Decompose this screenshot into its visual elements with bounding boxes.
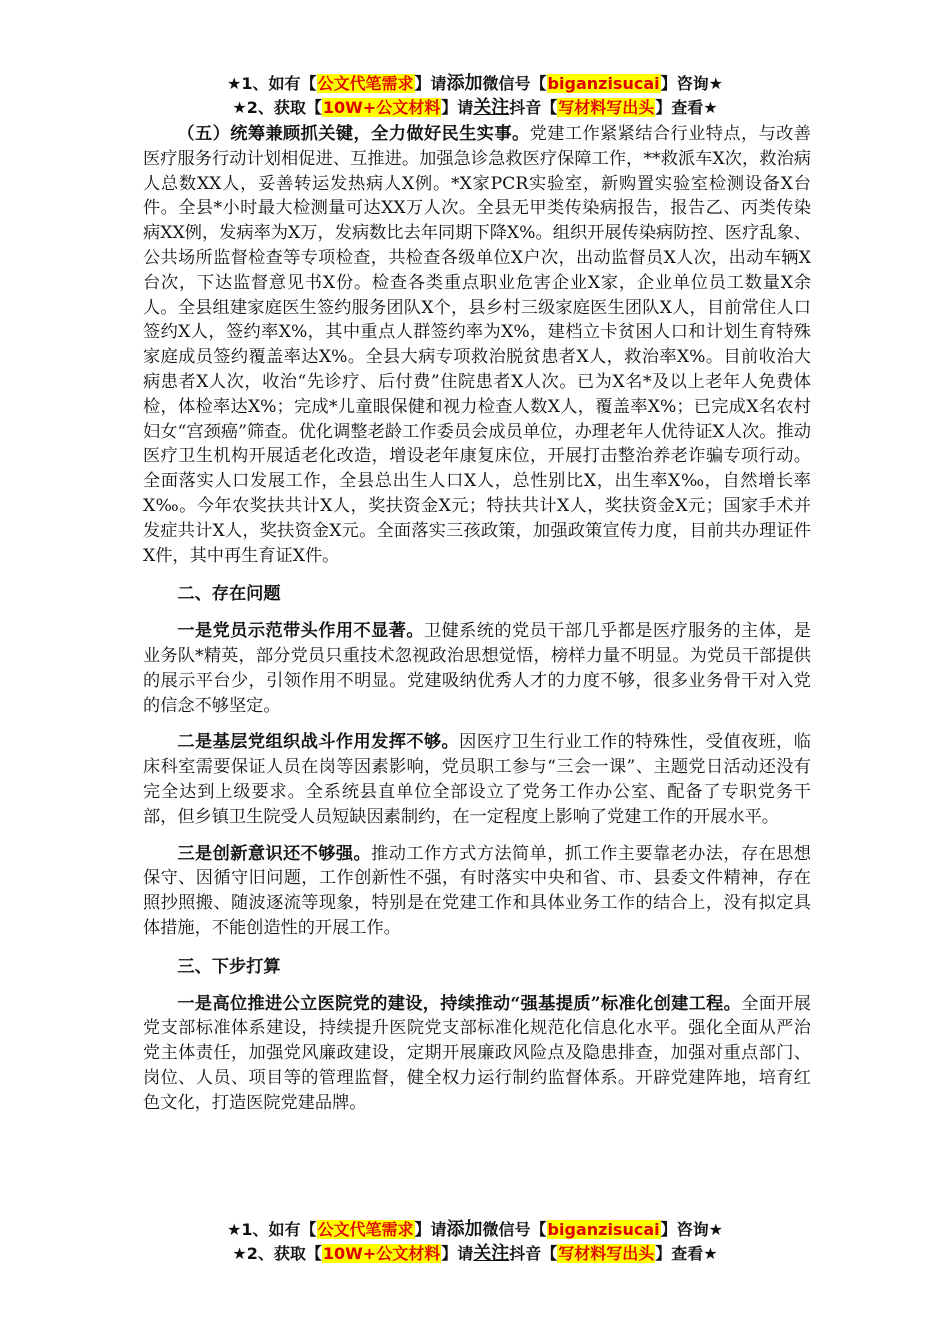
banner-emphasis: 添加 [446,1219,483,1240]
banner-emphasis: 关注 [473,97,510,118]
banner-text: 微信号【 [482,1220,547,1239]
banner-highlight: 10W+公文材料 [322,98,441,117]
banner-wechat-id: biganzisucai [547,1220,660,1239]
promo-banner-top-line2 [0,96,950,120]
section-heading-plans: 三、下步打算 [177,956,281,977]
problem-paragraph-3 [143,842,811,941]
banner-highlight: 10W+公文材料 [322,1244,441,1263]
paragraph-lead: 一是党员示范带头作用不显著。 [177,621,424,642]
problem-paragraph-1 [143,619,811,718]
banner-text: 】请 [414,1220,447,1239]
banner-text: 】咨询★ [660,74,723,93]
banner-text: 】查看★ [655,98,718,117]
banner-text: 抖音【 [509,1244,558,1263]
banner-text: ★2、获取【 [232,1244,322,1263]
promo-banner-bottom-line1 [0,1218,950,1242]
paragraph-lead: （五）统筹兼顾抓关键，全力做好民生实事。 [177,124,530,144]
paragraph-text: 推动工作方式方法简单，抓工作主要靠老办法，存在思想保守、因循守旧问题，工作创新性不强，有时落实中央和省、市、县委文件精神，存在照抄照搬、随波逐流等现象，特别是在党建工作和具体业务工作的结合上，没有拟定具体措施，不能创造性的开展工作。 [143,843,811,938]
banner-text: 】请 [441,98,474,117]
banner-wechat-id: biganzisucai [547,74,660,93]
paragraph-lead: 三是创新意识还不够强。 [177,843,372,864]
paragraph-lead: 二是基层党组织战斗作用发挥不够。 [177,732,460,753]
banner-highlight: 公文代笔需求 [317,74,414,93]
banner-emphasis: 添加 [446,73,483,94]
banner-text: 】请 [414,74,447,93]
banner-text: ★1、如有【 [227,1220,317,1239]
problem-paragraph-2 [143,730,811,829]
plan-paragraph-1 [143,992,811,1116]
banner-text: 抖音【 [509,98,558,117]
banner-douyin-id: 写材料写出头 [558,98,655,117]
document-body [143,122,811,1115]
paragraph-text: 党建工作紧紧结合行业特点，与改善医疗服务行动计划相促进、互推进。加强急诊急救医疗保障工作，**救派车X次，救治病人总数XX人，妥善转运发热病人X例。*X家PCR实验室，新购置实验室检测设备X台件。全县*小时最大检测量可达XX万人次。全县无甲类传染病报告，报告乙、丙类传染病XX例，发病率为X万，发病数比去年同期下降X%。组织开展传染病防控、医疗乱象、公共场所监督检查等专项检查，共检查各级单位X户次，出动监督员X人次，出动车辆X台次，下达监督意见书X份。检查各类重点职业危害企业X家，企业单位员工数量X余人。全县组建家庭医生签约服务团队X个，县乡村三级家庭医生团队X人，目前常住人口签约X人，签约率X%，其中重点人群签约率为X%，建档立卡贫困人口和计划生育特殊家庭成员签约覆盖率达X%。全县大病专项救治脱贫患者X人，救治率X%。目前收治大病患者X人次，收治“先诊疗、后付费”住院患者X人次。已为X名*及以上老年人免费体检，体检率达X%；完成*儿童眼保健和视力检查人数X人，覆盖率X%；已完成X名农村妇女“宫颈癌”筛查。优化调整老龄工作委员会成员单位，办理老年人优待证X人次。推动医疗卫生机构开展适老化改造，增设老年康复床位，开展打击整治养老诈骗专项行动。全面落实人口发展工作，全县总出生人口X人，总性别比X，出生率X‰，自然增长率X‰。今年农奖扶共计X人，奖扶资金X元；特扶共计X人，奖扶资金X元；国家手术并发症共计X人，奖扶资金X元。全面落实三孩政策，加强政策宣传力度，目前共办理证件X件，其中再生育证X件。 [143,124,811,566]
banner-text: 微信号【 [482,74,547,93]
banner-douyin-id: 写材料写出头 [558,1244,655,1263]
banner-text: 】咨询★ [660,1220,723,1239]
section-heading-problems: 二、存在问题 [177,584,281,605]
paragraph-text: 全面开展党支部标准体系建设，持续提升医院党支部标准化规范化信息化水平。强化全面从严治党主体责任，加强党风廉政建设，定期开展廉政风险点及隐患排查，加强对重点部门、岗位、人员、项目等的管理监督，健全权力运行制约监督体系。开辟党建阵地，培育红色文化，打造医院党建品牌。 [143,993,811,1113]
banner-text: ★2、获取【 [232,98,322,117]
banner-highlight: 公文代笔需求 [317,1220,414,1239]
paragraph-text: 因医疗卫生行业工作的特殊性，受值夜班，临床科室需要保证人员在岗等因素影响，党员职工参与“三会一课”、主题党日活动还没有完全达到上级要求。全系统县直单位全部设立了党务工作办公室、配备了专职党务干部，但乡镇卫生院受人员短缺因素制约，在一定程度上影响了党建工作的开展水平。 [143,732,811,827]
banner-text: ★1、如有【 [227,74,317,93]
section-5-paragraph [143,122,811,568]
paragraph-text: 卫健系统的党员干部几乎都是医疗服务的主体，是业务队*精英，部分党员只重技术忽视政治思想觉悟，榜样力量不明显。为党员干部提供的展示平台少，引领作用不明显。党建吸纳优秀人才的力度不够，很多业务骨干对入党的信念不够坚定。 [143,621,811,716]
promo-banner-top-line1 [0,72,950,96]
banner-text: 】请 [441,1244,474,1263]
promo-banner-bottom-line2 [0,1242,950,1266]
banner-emphasis: 关注 [473,1243,510,1264]
banner-text: 】查看★ [655,1244,718,1263]
paragraph-lead: 一是高位推进公立医院党的建设，持续推动“强基提质”标准化创建工程。 [177,993,742,1014]
